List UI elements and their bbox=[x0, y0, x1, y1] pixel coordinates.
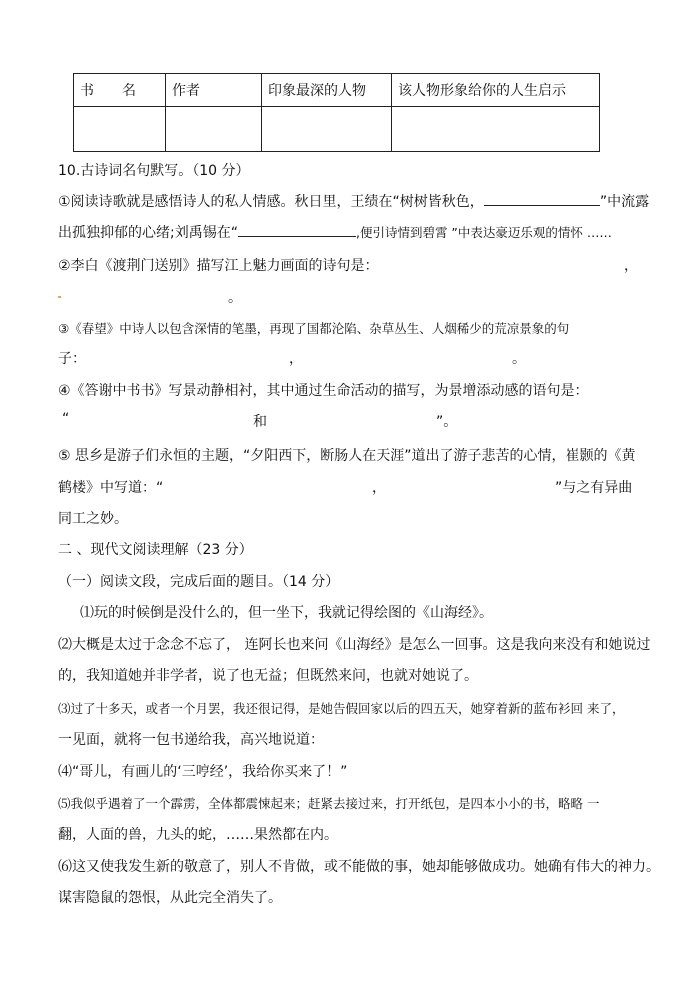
q10-item4-and: 和 bbox=[253, 414, 267, 430]
table-cell[interactable] bbox=[166, 107, 262, 152]
header-character: 印象最深的人物 bbox=[262, 74, 392, 107]
header-inspiration: 该人物形象给你的人生启示 bbox=[392, 74, 600, 107]
blank-line[interactable] bbox=[484, 191, 600, 206]
table-cell[interactable] bbox=[74, 107, 166, 152]
question-10-title: 10.古诗词名句默写。（10 分） bbox=[58, 163, 250, 179]
q10-item3-comma: ， bbox=[289, 351, 303, 367]
paragraph-2-line2: 的，我知道她并非学者，说了也无益；但既然来问，也就对她说了。 bbox=[58, 668, 478, 684]
q10-item5-text: ⑤ 思乡是游子们永恒的主题，“夕阳西下，断肠人在天涯”道出了游子悲苦的心情，崔颢的《黄 bbox=[58, 448, 636, 464]
q10-item4-close-quote: ”。 bbox=[436, 414, 458, 430]
q10-item5-suffix: ”与之有异曲 bbox=[555, 480, 633, 496]
q10-item2-end: 。 bbox=[228, 290, 242, 306]
paragraph-3-line2: 一见面，就将一包书递给我，高兴地说道： bbox=[58, 732, 324, 748]
q10-item3-end: 。 bbox=[512, 351, 526, 367]
reading-table bbox=[73, 73, 600, 152]
q10-item1-text-d: ,便引诗情到碧霄 ”中表达豪迈乐观的情怀 …… bbox=[355, 225, 612, 240]
paragraph-4: ⑷“哥儿，有画儿的‘三哼经’，我给你买来了！” bbox=[58, 764, 348, 780]
q10-item4-text: ④《答谢中书书》写景动静相衬，其中通过生命活动的描写，为景增添动感的语句是： bbox=[58, 383, 589, 399]
table-header-row bbox=[74, 74, 600, 107]
header-author: 作者 bbox=[166, 74, 262, 107]
q10-item4-open-quote: “ bbox=[62, 411, 70, 427]
q10-item1-text: ①阅读诗歌就是感悟诗人的私人情感。秋日里，王绩在“树树皆秋色， bbox=[58, 194, 484, 210]
q10-item2-comma: ， bbox=[624, 258, 638, 274]
q10-item3-prefix: 子： bbox=[58, 351, 86, 367]
paragraph-5-line2: 翻，人面的兽，九头的蛇，……果然都在内。 bbox=[58, 827, 338, 843]
q10-item1-line1 bbox=[58, 191, 649, 211]
table-cell[interactable] bbox=[392, 107, 600, 152]
subsection-1-title: （一）阅读文段，完成后面的题目。（14 分） bbox=[58, 574, 340, 590]
q10-item5-comma: ， bbox=[372, 480, 386, 496]
paragraph-6-line2: 谋害隐鼠的怨恨，从此完全消失了。 bbox=[58, 890, 282, 906]
section-2-title: 二 、现代文阅读理解（23 分） bbox=[58, 542, 253, 558]
paragraph-6-line1: ⑹这又使我发生新的敬意了，别人不肯做，或不能做的事，她却能够做成功。她确有伟大的神力。 bbox=[58, 859, 660, 875]
q10-item5-end: 同工之妙。 bbox=[58, 511, 128, 527]
paragraph-2-line1: ⑵大概是太过于念念不忘了， 连阿长也来问《山海经》是怎么一回事。这是我向来没有和她说过 bbox=[58, 637, 651, 653]
stray-mark bbox=[58, 296, 61, 298]
q10-item1-text-c: 出孤独抑郁的心绪;刘禹锡在“ bbox=[58, 225, 238, 241]
table-cell[interactable] bbox=[262, 107, 392, 152]
header-book-title: 书 名 bbox=[74, 74, 166, 107]
q10-item2-text: ②李白《渡荆门送别》描写江上魅力画面的诗句是： bbox=[58, 258, 379, 274]
q10-item5-prefix: 鹤楼》中写道：“ bbox=[58, 480, 164, 496]
q10-item1-text-end: ”中流露 bbox=[599, 194, 650, 210]
paragraph-1: ⑴玩的时候倒是没什么的，但一坐下，我就记得绘图的《山海经》。 bbox=[80, 605, 493, 621]
paragraph-5-line1: ⑸我似乎遇着了一个霹雳，全体都震悚起来；赶紧去接过来，打开纸包，是四本小小的书，略略 一 bbox=[58, 796, 600, 811]
q10-item1-line2 bbox=[58, 222, 612, 242]
blank-line[interactable] bbox=[238, 222, 356, 237]
paragraph-3-line1: ⑶过了十多天，或者一个月罢，我还很记得，是她告假回家以后的四五天，她穿着新的蓝布衫回 来了， bbox=[58, 701, 625, 716]
q10-item3-text: ③《春望》中诗人以包含深情的笔墨，再现了国都沦陷、杂草丛生、人烟稀少的荒凉景象的句 bbox=[58, 321, 570, 336]
table-row bbox=[74, 107, 600, 152]
